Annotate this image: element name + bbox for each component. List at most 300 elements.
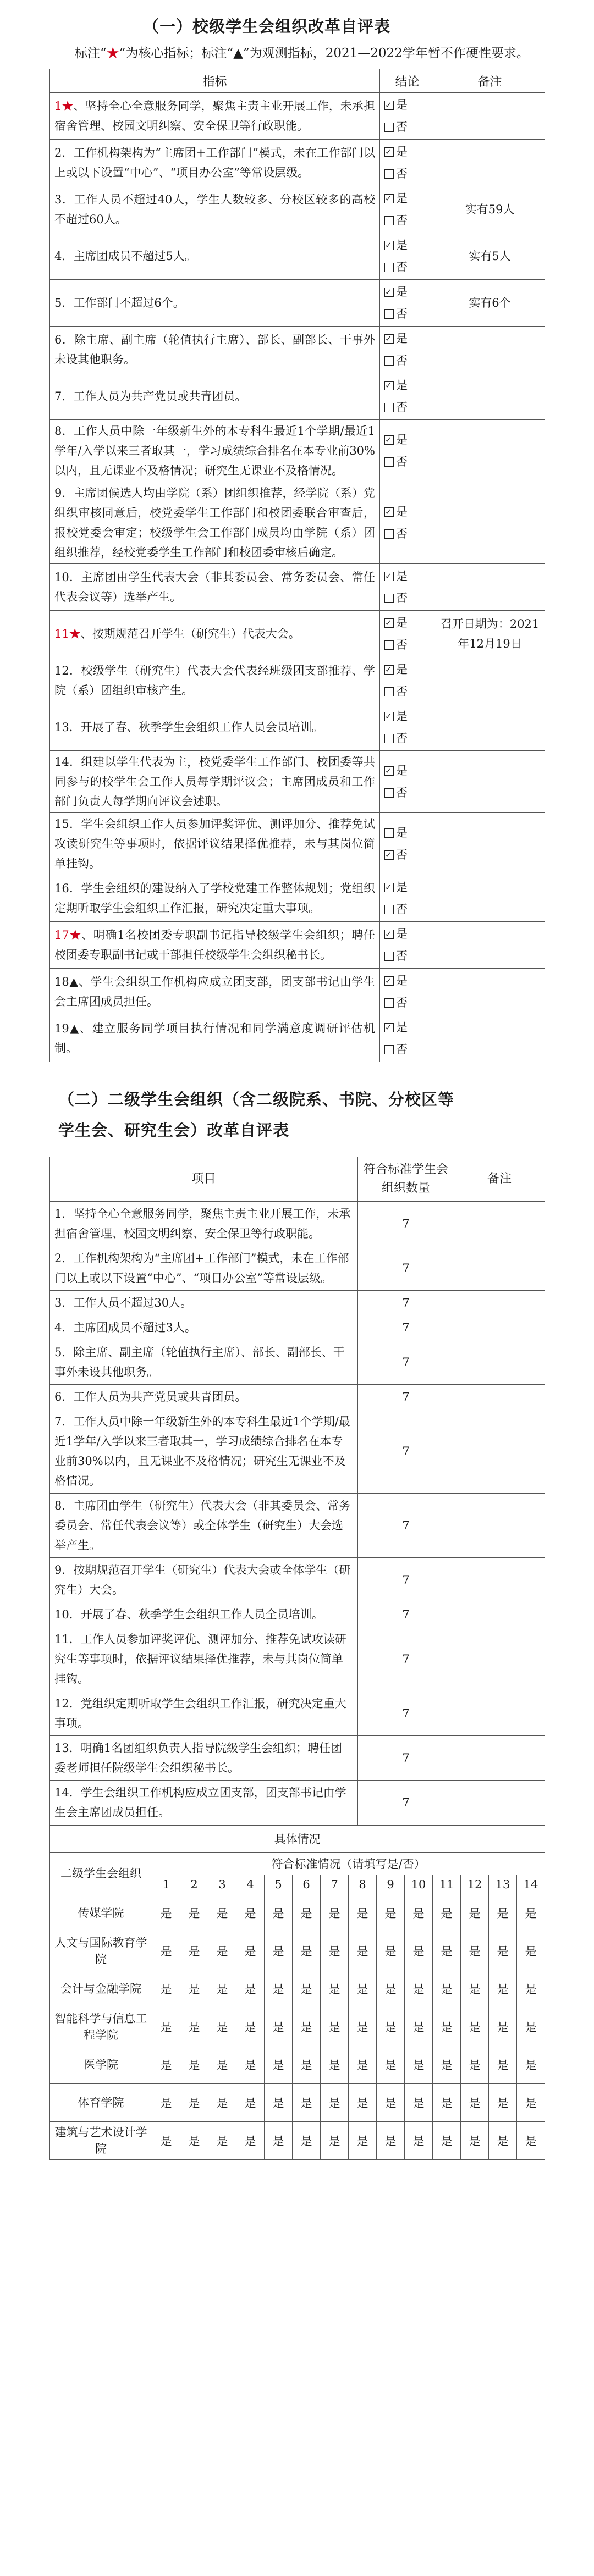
- compliance-value: 是: [208, 2046, 237, 2084]
- college-row: [50, 1970, 545, 2008]
- compliance-value: 是: [152, 2122, 180, 2160]
- no-checkbox-line: 否: [384, 1038, 430, 1060]
- compliance-value: 是: [461, 2084, 489, 2122]
- compliant-count: 7: [358, 1385, 454, 1409]
- yes-checkbox-line: ✓是: [384, 328, 430, 350]
- conclusion-cell: [380, 482, 435, 564]
- standard-header: 符合标准情况（请填写是/否）: [152, 1853, 545, 1875]
- compliance-value: 是: [321, 2084, 349, 2122]
- indicator-text: 15．学生会组织工作人员参加评奖评优、测评加分、推荐免试攻读研究生等事项时，依据评议结果择优推荐，未与其岗位简单挂钩。: [50, 813, 380, 875]
- conclusion-cell: [380, 373, 435, 420]
- compliance-value: 是: [321, 2122, 349, 2160]
- college-item-row: [50, 1246, 545, 1291]
- school-indicator-row: [50, 969, 545, 1015]
- compliance-value: 是: [180, 2046, 208, 2084]
- yes-checkbox-line: ✓是: [384, 1016, 430, 1038]
- no-checkbox[interactable]: [384, 788, 394, 798]
- compliance-value: 是: [433, 1932, 461, 1970]
- compliant-count: 7: [358, 1691, 454, 1736]
- college-item-row: [50, 1202, 545, 1246]
- no-checkbox[interactable]: [384, 529, 394, 539]
- college-name: 会计与金融学院: [50, 1970, 152, 2008]
- college-item-row: [50, 1627, 545, 1691]
- no-checkbox[interactable]: [384, 309, 394, 319]
- yes-checkbox-line: ✓是: [384, 970, 430, 992]
- compliance-value: 是: [461, 2008, 489, 2046]
- compliance-value: 是: [180, 2084, 208, 2122]
- compliance-value: 是: [433, 2046, 461, 2084]
- no-checkbox[interactable]: [384, 998, 394, 1008]
- no-checkbox-line: 否: [384, 256, 430, 278]
- item-remark: [454, 1246, 545, 1291]
- indicator-text: 9．主席团候选人均由学院（系）团组织推荐，经学院（系）党组织审核同意后，校党委学生工作部门和校团委联合审查后，报校党委会审定；校级学生会工作部门成员均由学院（系）团组织推荐，经校党委学生工作部门和校团委审核后确定。: [50, 482, 380, 564]
- college-name: 体育学院: [50, 2084, 152, 2122]
- yes-checkbox[interactable]: [384, 288, 394, 297]
- count-header: 符合标准学生会组织数量: [358, 1157, 454, 1202]
- school-indicator-row: [50, 813, 545, 875]
- compliance-value: 是: [265, 2008, 293, 2046]
- observe-triangle-mark: ▲: [233, 46, 243, 60]
- compliant-count: 7: [358, 1246, 454, 1291]
- no-checkbox[interactable]: [384, 905, 394, 914]
- compliance-value: 是: [517, 2008, 545, 2046]
- college-name: 建筑与艺术设计学院: [50, 2122, 152, 2160]
- compliant-count: 7: [358, 1494, 454, 1558]
- yes-checkbox-line: ✓是: [384, 501, 430, 523]
- compliance-value: 是: [237, 1932, 265, 1970]
- details-table: [50, 1825, 545, 2160]
- compliance-value: 是: [293, 2008, 321, 2046]
- compliance-value: 是: [180, 1894, 208, 1932]
- compliance-value: 是: [152, 1894, 180, 1932]
- college-item-row: [50, 1558, 545, 1602]
- no-checkbox[interactable]: [384, 687, 394, 696]
- compliance-value: 是: [405, 2008, 433, 2046]
- compliance-value: 是: [237, 2084, 265, 2122]
- conclusion-cell: [380, 233, 435, 280]
- compliance-value: 是: [180, 2008, 208, 2046]
- indicator-text: 3．工作人员不超过40人，学生人数较多、分校区较多的高校不超过60人。: [50, 186, 380, 233]
- college-level-rows: [50, 1202, 545, 1825]
- remark-cell: [435, 327, 545, 373]
- compliant-count: 7: [358, 1340, 454, 1385]
- school-indicator-row: [50, 93, 545, 140]
- item-remark: [454, 1602, 545, 1627]
- no-checkbox[interactable]: [384, 216, 394, 225]
- item-text: 13．明确1名团组织负责人指导院级学生会组织；聘任团委老师担任院级学生会组织秘书长。: [50, 1736, 358, 1781]
- no-checkbox[interactable]: [384, 640, 394, 650]
- no-checkbox-line: 否: [384, 163, 430, 185]
- compliance-value: 是: [152, 2046, 180, 2084]
- indicator-text: 10．主席团由学生代表大会（非其委员会、常务委员会、常任代表会议等）选举产生。: [50, 564, 380, 611]
- college-row: [50, 2084, 545, 2122]
- college-item-row: [50, 1315, 545, 1340]
- indicator-text: 8．工作人员中除一年级新生外的本专科生最近1个学期/最近1学年/入学以来三者取其一，学习成绩综合排名在本专业前30%以内，且无课业不及格情况；研究生无课业不及格情况。: [50, 420, 380, 482]
- remark-cell: 实有5人: [435, 233, 545, 280]
- yes-checkbox-line: ✓是: [384, 94, 430, 116]
- compliant-count: 7: [358, 1291, 454, 1315]
- item-number: 12: [461, 1875, 489, 1894]
- no-checkbox-line: 否: [384, 396, 430, 418]
- indicator-text: 5．工作部门不超过6个。: [50, 280, 380, 327]
- compliance-value: 是: [489, 1970, 517, 2008]
- remark-cell: 召开日期为：2021年12月19日: [435, 611, 545, 657]
- conclusion-cell: [380, 704, 435, 751]
- item-text: 9．按期规范召开学生（研究生）代表大会或全体学生（研究生）大会。: [50, 1558, 358, 1602]
- compliance-value: 是: [377, 2046, 405, 2084]
- yes-checkbox[interactable]: [384, 507, 394, 517]
- no-checkbox[interactable]: [384, 123, 394, 132]
- item-remark: [454, 1385, 545, 1409]
- compliant-count: 7: [358, 1202, 454, 1246]
- college-row: [50, 1894, 545, 1932]
- college-name: 人文与国际教育学院: [50, 1932, 152, 1970]
- conclusion-cell: [380, 564, 435, 611]
- school-indicator-row: [50, 1015, 545, 1062]
- college-level-table: [50, 1157, 545, 1825]
- compliance-value: 是: [517, 2046, 545, 2084]
- no-checkbox[interactable]: [384, 850, 394, 860]
- details-title: 具体情况: [50, 1826, 545, 1853]
- compliance-value: 是: [517, 1894, 545, 1932]
- conclusion-cell: [380, 280, 435, 327]
- compliance-value: 是: [517, 2122, 545, 2160]
- compliance-value: 是: [237, 1894, 265, 1932]
- no-checkbox-line: 否: [384, 945, 430, 967]
- conclusion-cell: [380, 657, 435, 704]
- school-indicator-row: [50, 482, 545, 564]
- compliance-value: 是: [517, 1970, 545, 2008]
- college-row: [50, 2122, 545, 2160]
- compliance-value: 是: [377, 1970, 405, 2008]
- no-checkbox-line: 否: [384, 681, 430, 703]
- compliance-value: 是: [349, 2008, 377, 2046]
- indicator-text: 6．除主席、副主席（轮值执行主席）、部长、副部长、干事外未设其他职务。: [50, 327, 380, 373]
- school-level-table: [50, 69, 545, 1062]
- item-text: 6．工作人员为共产党员或共青团员。: [50, 1385, 358, 1409]
- indicator-text: 2．工作机构架构为“主席团+工作部门”模式，未在工作部门以上或以下设置“中心”、“项目办公室”等常设层级。: [50, 140, 380, 186]
- item-remark: [454, 1558, 545, 1602]
- indicator-mark: 1★: [54, 99, 74, 113]
- conclusion-cell: [380, 93, 435, 140]
- section1-title: （一）校级学生会组织改革自评表: [143, 17, 391, 36]
- item-number: 3: [208, 1875, 237, 1894]
- compliance-value: 是: [321, 2046, 349, 2084]
- compliance-value: 是: [349, 1894, 377, 1932]
- college-item-row: [50, 1385, 545, 1409]
- college-name: 智能科学与信息工程学院: [50, 2008, 152, 2046]
- compliant-count: 7: [358, 1781, 454, 1825]
- remark-cell: [435, 373, 545, 420]
- yes-checkbox-line: ✓是: [384, 141, 430, 163]
- section2-title: （二）二级学生会组织（含二级院系、书院、分校区等 学生会、研究生会）改革自评表: [58, 1090, 455, 1140]
- item-remark: [454, 1781, 545, 1825]
- compliance-value: 是: [489, 1894, 517, 1932]
- college-item-row: [50, 1736, 545, 1781]
- compliance-value: 是: [405, 1932, 433, 1970]
- remark-cell: [435, 140, 545, 186]
- compliance-value: 是: [405, 2084, 433, 2122]
- item-number: 13: [489, 1875, 517, 1894]
- compliant-count: 7: [358, 1736, 454, 1781]
- yes-checkbox-line: ✓是: [384, 876, 430, 898]
- compliance-value: 是: [377, 2008, 405, 2046]
- yes-checkbox[interactable]: [384, 334, 394, 344]
- compliance-value: 是: [349, 2046, 377, 2084]
- yes-checkbox[interactable]: [384, 101, 394, 110]
- indicator-mark: 17★: [54, 928, 82, 942]
- yes-checkbox[interactable]: [384, 194, 394, 203]
- remark-cell: [435, 93, 545, 140]
- item-number: 8: [349, 1875, 377, 1894]
- compliance-value: 是: [489, 2046, 517, 2084]
- yes-checkbox[interactable]: [384, 572, 394, 581]
- compliance-value: 是: [293, 2122, 321, 2160]
- compliant-count: 7: [358, 1315, 454, 1340]
- no-checkbox[interactable]: [384, 169, 394, 179]
- compliant-count: 7: [358, 1602, 454, 1627]
- remark-cell: [435, 704, 545, 751]
- compliance-value: 是: [433, 1894, 461, 1932]
- no-checkbox[interactable]: [384, 1045, 394, 1054]
- item-text: 1．坚持全心全意服务同学，聚焦主责主业开展工作，未承担宿舍管理、校园文明纠察、安全保卫等行政职能。: [50, 1202, 358, 1246]
- conclusion-cell: [380, 611, 435, 657]
- compliance-value: 是: [405, 1894, 433, 1932]
- no-checkbox[interactable]: [384, 594, 394, 603]
- yes-checkbox-line: ✓是: [384, 760, 430, 782]
- indicator-mark: 19▲: [54, 1022, 80, 1035]
- compliance-value: 是: [237, 2008, 265, 2046]
- school-indicator-row: [50, 611, 545, 657]
- item-text: 5．除主席、副主席（轮值执行主席）、部长、副部长、干事外未设其他职务。: [50, 1340, 358, 1385]
- compliance-value: 是: [265, 1894, 293, 1932]
- item-number: 4: [237, 1875, 265, 1894]
- college-item-row: [50, 1691, 545, 1736]
- compliance-value: 是: [321, 1894, 349, 1932]
- no-checkbox-line: 否: [384, 898, 430, 920]
- remark-cell: [435, 657, 545, 704]
- no-checkbox-line: 否: [384, 992, 430, 1014]
- compliance-value: 是: [152, 2008, 180, 2046]
- yes-checkbox[interactable]: [384, 766, 394, 776]
- remark-header: 备注: [435, 69, 545, 93]
- compliance-value: 是: [461, 1932, 489, 1970]
- compliance-value: 是: [461, 2122, 489, 2160]
- compliance-value: 是: [489, 2008, 517, 2046]
- compliance-value: 是: [377, 1894, 405, 1932]
- no-checkbox-line: ✓否: [384, 844, 430, 866]
- compliance-value: 是: [461, 1894, 489, 1932]
- compliance-value: 是: [377, 2122, 405, 2160]
- compliance-value: 是: [208, 2122, 237, 2160]
- item-number: 10: [405, 1875, 433, 1894]
- compliance-value: 是: [208, 2008, 237, 2046]
- compliant-count: 7: [358, 1558, 454, 1602]
- yes-checkbox[interactable]: [384, 241, 394, 250]
- indicator-text: 13．开展了春、秋季学生会组织工作人员会员培训。: [50, 704, 380, 751]
- compliance-value: 是: [293, 1894, 321, 1932]
- yes-checkbox-line: 是: [384, 822, 430, 844]
- school-indicator-row: [50, 373, 545, 420]
- yes-checkbox[interactable]: [384, 435, 394, 445]
- school-level-rows: [50, 93, 545, 1062]
- compliance-value: 是: [265, 1970, 293, 2008]
- item-number: 11: [433, 1875, 461, 1894]
- yes-checkbox[interactable]: [384, 665, 394, 675]
- org-header: 二级学生会组织: [50, 1853, 152, 1894]
- compliance-value: 是: [489, 2122, 517, 2160]
- school-indicator-row: [50, 327, 545, 373]
- yes-checkbox[interactable]: [384, 828, 394, 838]
- indicator-text: 18▲、学生会组织工作机构应成立团支部，团支部书记由学生会主席团成员担任。: [50, 969, 380, 1015]
- school-indicator-row: [50, 233, 545, 280]
- college-item-row: [50, 1602, 545, 1627]
- school-indicator-row: [50, 140, 545, 186]
- item-remark: [454, 1409, 545, 1494]
- indicator-text: 14．组建以学生代表为主，校党委学生工作部门、校团委等共同参与的校学生会工作人员每学期评议会；主席团成员和工作部门负责人每学期向评议会述职。: [50, 751, 380, 813]
- conclusion-cell: [380, 969, 435, 1015]
- compliance-value: 是: [349, 1970, 377, 2008]
- college-item-row: [50, 1340, 545, 1385]
- compliance-value: 是: [433, 2008, 461, 2046]
- compliance-value: 是: [293, 2084, 321, 2122]
- item-remark: [454, 1340, 545, 1385]
- item-text: 2．工作机构架构为“主席团+工作部门”模式，未在工作部门以上或以下设置“中心”、“项目办公室”等常设层级。: [50, 1246, 358, 1291]
- item-text: 8．主席团由学生（研究生）代表大会（非其委员会、常务委员会、常任代表会议等）或全体学生（研究生）大会选举产生。: [50, 1494, 358, 1558]
- item-number: 1: [152, 1875, 180, 1894]
- item-number: 6: [293, 1875, 321, 1894]
- indicator-text: 11★、按期规范召开学生（研究生）代表大会。: [50, 611, 380, 657]
- yes-checkbox[interactable]: [384, 1023, 394, 1032]
- item-remark: [454, 1291, 545, 1315]
- yes-checkbox-line: ✓是: [384, 374, 430, 396]
- yes-checkbox[interactable]: [384, 618, 394, 628]
- yes-checkbox[interactable]: [384, 712, 394, 721]
- item-number: 7: [321, 1875, 349, 1894]
- compliance-value: 是: [349, 2084, 377, 2122]
- compliance-value: 是: [461, 1970, 489, 2008]
- compliance-value: 是: [180, 2122, 208, 2160]
- compliance-value: 是: [265, 2084, 293, 2122]
- compliance-value: 是: [293, 1932, 321, 1970]
- indicator-text: 19▲、建立服务同学项目执行情况和同学满意度调研评估机制。: [50, 1015, 380, 1062]
- remark-cell: [435, 969, 545, 1015]
- legend-note: 标注“★”为核心指标；标注“▲”为观测指标，2021—2022学年暂不作硬性要求。: [75, 46, 529, 60]
- conclusion-cell: [380, 140, 435, 186]
- compliance-value: 是: [293, 1970, 321, 2008]
- conclusion-cell: [380, 922, 435, 969]
- remark-cell: [435, 420, 545, 482]
- yes-checkbox[interactable]: [384, 883, 394, 892]
- remark-cell: [435, 482, 545, 564]
- indicator-mark: 18▲: [54, 975, 79, 988]
- compliance-value: 是: [265, 2122, 293, 2160]
- yes-checkbox-line: ✓是: [384, 923, 430, 945]
- yes-checkbox[interactable]: [384, 381, 394, 390]
- compliance-value: 是: [377, 2084, 405, 2122]
- school-indicator-row: [50, 751, 545, 813]
- remark-cell: [435, 875, 545, 922]
- no-checkbox[interactable]: [384, 263, 394, 272]
- no-checkbox[interactable]: [384, 457, 394, 467]
- yes-checkbox[interactable]: [384, 930, 394, 939]
- compliance-value: 是: [237, 2046, 265, 2084]
- yes-checkbox[interactable]: [384, 147, 394, 157]
- compliance-value: 是: [152, 1932, 180, 1970]
- item-text: 4．主席团成员不超过3人。: [50, 1315, 358, 1340]
- remark-cell: [435, 564, 545, 611]
- compliance-value: 是: [208, 1970, 237, 2008]
- no-checkbox[interactable]: [384, 356, 394, 366]
- conclusion-cell: [380, 751, 435, 813]
- compliance-value: 是: [180, 1970, 208, 2008]
- compliance-value: 是: [377, 1932, 405, 1970]
- no-checkbox-line: 否: [384, 727, 430, 749]
- remark-cell: [435, 922, 545, 969]
- yes-checkbox-line: ✓是: [384, 565, 430, 587]
- item-number: 2: [180, 1875, 208, 1894]
- compliance-value: 是: [180, 1932, 208, 1970]
- school-indicator-row: [50, 922, 545, 969]
- yes-checkbox-line: ✓是: [384, 659, 430, 681]
- compliance-value: 是: [293, 2046, 321, 2084]
- indicator-text: 7．工作人员为共产党员或共青团员。: [50, 373, 380, 420]
- college-item-row: [50, 1781, 545, 1825]
- no-checkbox[interactable]: [384, 403, 394, 412]
- item-text: 7．工作人员中除一年级新生外的本专科生最近1个学期/最近1学年/入学以来三者取其一，学习成绩综合排名在本专业前30%以内，且无课业不及格情况；研究生无课业不及格情况。: [50, 1409, 358, 1494]
- compliance-value: 是: [405, 1970, 433, 2008]
- school-indicator-row: [50, 420, 545, 482]
- report-page: [0, 14, 594, 2160]
- yes-checkbox-line: ✓是: [384, 187, 430, 209]
- conclusion-cell: [380, 186, 435, 233]
- compliance-value: 是: [321, 1970, 349, 2008]
- conclusion-cell: [380, 875, 435, 922]
- indicator-text: 16．学生会组织的建设纳入了学校党建工作整体规划；党组织定期听取学生会组织工作汇报，研究决定重大事项。: [50, 875, 380, 922]
- conclusion-header: 结论: [380, 69, 435, 93]
- compliance-value: 是: [349, 1932, 377, 1970]
- item-remark: [454, 1736, 545, 1781]
- item-text: 14．学生会组织工作机构应成立团支部，团支部书记由学生会主席团成员担任。: [50, 1781, 358, 1825]
- compliant-count: 7: [358, 1409, 454, 1494]
- compliance-value: 是: [208, 2084, 237, 2122]
- no-checkbox-line: 否: [384, 523, 430, 545]
- school-indicator-row: [50, 875, 545, 922]
- no-checkbox-line: 否: [384, 782, 430, 804]
- item-text: 12．党组织定期听取学生会组织工作汇报，研究决定重大事项。: [50, 1691, 358, 1736]
- yes-checkbox-line: ✓是: [384, 281, 430, 303]
- compliance-value: 是: [405, 2122, 433, 2160]
- compliance-value: 是: [321, 2008, 349, 2046]
- compliance-value: 是: [517, 1932, 545, 1970]
- yes-checkbox-line: ✓是: [384, 705, 430, 727]
- college-row: [50, 2046, 545, 2084]
- compliance-value: 是: [265, 2046, 293, 2084]
- remark-cell: 实有6个: [435, 280, 545, 327]
- item-number: 5: [265, 1875, 293, 1894]
- remark2-header: 备注: [454, 1157, 545, 1202]
- compliance-value: 是: [433, 2122, 461, 2160]
- compliance-value: 是: [461, 2046, 489, 2084]
- no-checkbox-line: 否: [384, 634, 430, 656]
- no-checkbox[interactable]: [384, 734, 394, 743]
- school-indicator-row: [50, 657, 545, 704]
- yes-checkbox[interactable]: [384, 976, 394, 986]
- school-indicator-row: [50, 704, 545, 751]
- no-checkbox[interactable]: [384, 952, 394, 961]
- item-remark: [454, 1494, 545, 1558]
- no-checkbox-line: 否: [384, 350, 430, 372]
